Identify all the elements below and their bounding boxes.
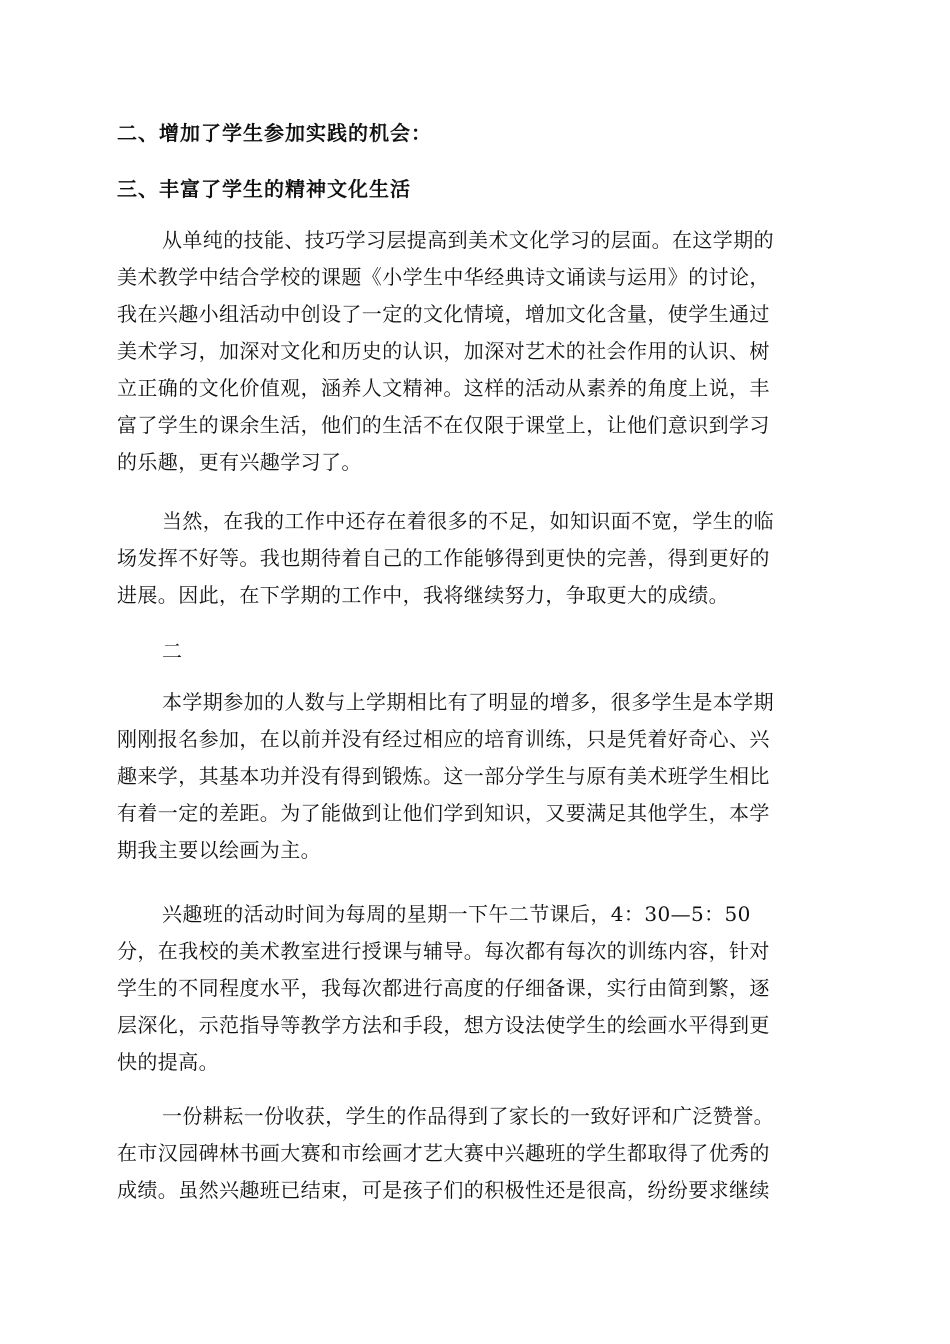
paragraph-line: 有着一定的差距。为了能做到让他们学到知识，又要满足其他学生，本学	[117, 801, 770, 825]
paragraph-line: 在市汉园碑林书画大赛和市绘画才艺大赛中兴趣班的学生都取得了优秀的	[117, 1141, 770, 1165]
paragraph-results	[117, 1098, 837, 1209]
paragraph-schedule	[117, 896, 837, 1081]
paragraph-line: 当然，在我的工作中还存在着很多的不足，如知识面不宽，学生的临	[162, 509, 774, 533]
paragraph-line: 期我主要以绘画为主。	[117, 838, 321, 862]
paragraph-line: 层深化，示范指导等教学方法和手段，想方设法使学生的绘画水平得到更	[117, 1013, 770, 1037]
paragraph-line: 趣来学，其基本功并没有得到锻炼。这一部分学生与原有美术班学生相比	[117, 764, 770, 788]
section-marker	[117, 633, 837, 670]
paragraph-line: 场发挥不好等。我也期待着自己的工作能够得到更快的完善，得到更好的	[117, 546, 770, 570]
paragraph-line: 美术教学中结合学校的课题《小学生中华经典诗文诵读与运用》的讨论，	[117, 265, 770, 289]
section-heading-2: 二、增加了学生参加实践的机会：	[117, 121, 432, 145]
paragraph-shortcomings	[117, 503, 837, 614]
paragraph-line: 成绩。虽然兴趣班已结束，可是孩子们的积极性还是很高，纷纷要求继续	[117, 1178, 770, 1202]
paragraph-enrollment	[117, 684, 837, 869]
paragraph-culture	[117, 222, 837, 481]
paragraph-line: 从单纯的技能、技巧学习层提高到美术文化学习的层面。在这学期的	[162, 228, 774, 252]
paragraph-line: 快的提高。	[117, 1050, 219, 1074]
section-number: 二	[162, 639, 183, 663]
paragraph-line: 立正确的文化价值观，涵养人文精神。这样的活动从素养的角度上说，丰	[117, 376, 770, 400]
paragraph-line: 刚刚报名参加，在以前并没有经过相应的培育训练，只是凭着好奇心、兴	[117, 727, 770, 751]
paragraph-line: 的乐趣，更有兴趣学习了。	[117, 450, 362, 474]
section-heading-3: 三、丰富了学生的精神文化生活	[117, 177, 411, 201]
paragraph-line: 一份耕耘一份收获，学生的作品得到了家长的一致好评和广泛赞誉。	[162, 1104, 774, 1128]
paragraph-line: 进展。因此，在下学期的工作中，我将继续努力，争取更大的成绩。	[117, 583, 729, 607]
paragraph-line: 富了学生的课余生活，他们的生活不在仅限于课堂上，让他们意识到学习	[117, 413, 770, 437]
paragraph-line: 美术学习，加深对文化和历史的认识，加深对艺术的社会作用的认识、树	[117, 339, 770, 363]
paragraph-line: 分，在我校的美术教室进行授课与辅导。每次都有每次的训练内容，针对	[117, 939, 770, 963]
paragraph-line: 学生的不同程度水平，我每次都进行高度的仔细备课，实行由简到繁，逐	[117, 976, 770, 1000]
paragraph-line: 兴趣班的活动时间为每周的星期一下午二节课后，4：30—5：50	[162, 902, 751, 926]
paragraph-line: 我在兴趣小组活动中创设了一定的文化情境，增加文化含量，使学生通过	[117, 302, 770, 326]
paragraph-line: 本学期参加的人数与上学期相比有了明显的增多，很多学生是本学期	[162, 690, 774, 714]
